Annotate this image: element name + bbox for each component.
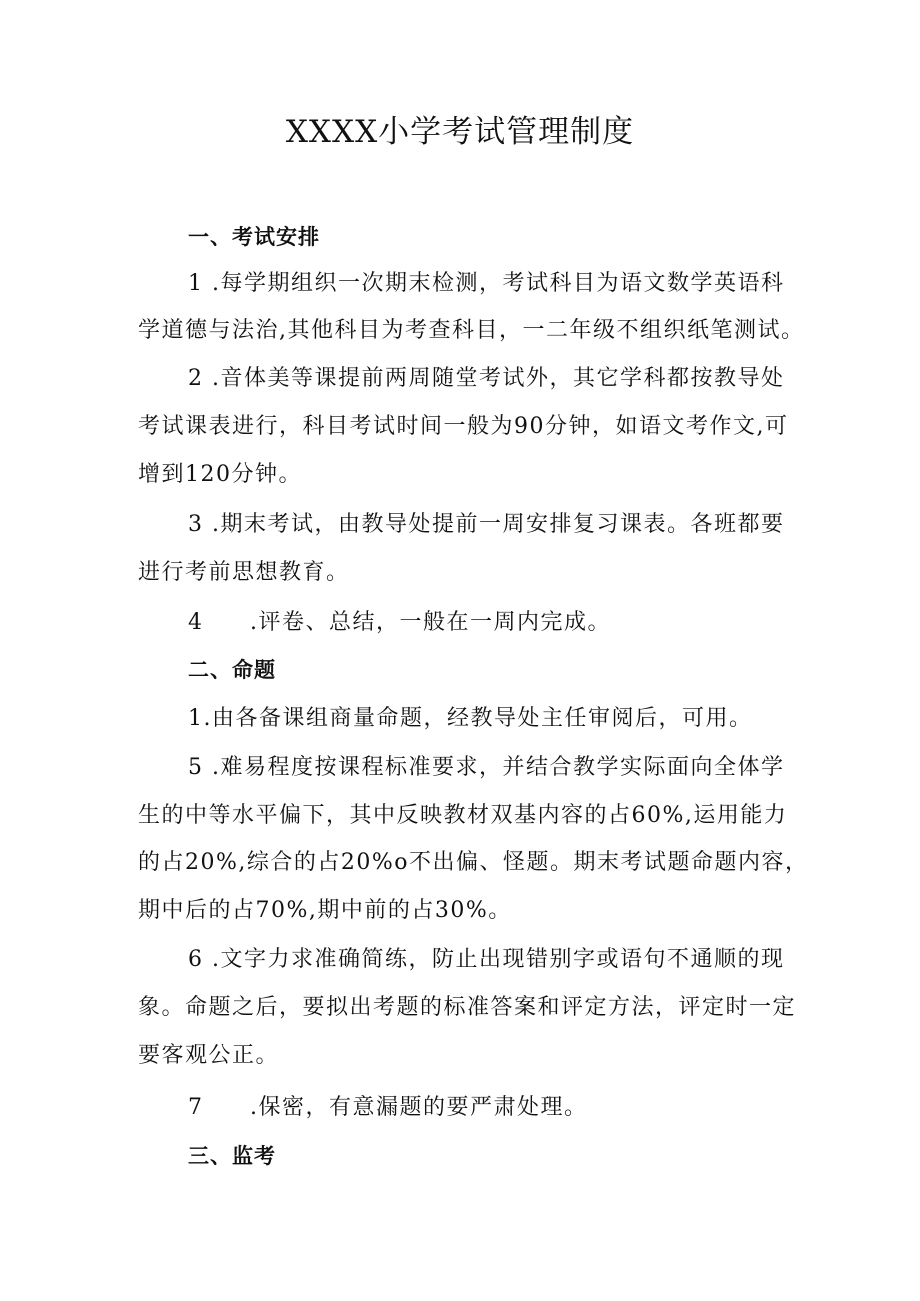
paragraph-line: 5 .难易程度按课程标准要求，并结合教学实际面向全体学 (188, 755, 785, 780)
paragraph-line: 要客观公正。 (138, 1043, 280, 1068)
paragraph-line: 生的中等水平偏下，其中反映教材双基内容的占60%,运用能力 (138, 803, 788, 828)
paragraph-line: 象。命题之后，要拟出考题的标准答案和评定方法，评定时一定 (138, 995, 797, 1020)
section-heading: 三、监考 (188, 1144, 276, 1168)
paragraph-line: 1.由各备课组商量命题，经教导处主任审阅后，可用。 (188, 706, 753, 731)
paragraph-line: 增到120分钟。 (138, 462, 302, 487)
paragraph-line: 6 .文字力求准确简练，防止出现错别字或语句不通顺的现 (188, 947, 785, 972)
section-heading: 一、考试安排 (188, 225, 320, 249)
paragraph-line: 的占20%,综合的占20%o不出偏、怪题。期末考试题命题内容， (138, 850, 809, 875)
paragraph-line: 考试课表进行，科目考试时间一般为90分钟，如语文考作文,可 (138, 414, 789, 439)
list-item-number: 7 (188, 1095, 204, 1120)
list-item-number: 4 (188, 610, 204, 635)
list-item (188, 608, 611, 638)
paragraph-line: 期中后的占70%,期中前的占30%。 (138, 898, 512, 923)
list-item (188, 1093, 588, 1123)
section-heading: 二、命题 (188, 658, 276, 682)
document-title: XXXX小学考试管理制度 (285, 114, 635, 150)
paragraph-line: 学道德与法治,其他科目为考查科目，一二年级不组织纸笔测试。 (138, 318, 805, 343)
paragraph-line: 2 .音体美等课提前两周随堂考试外，其它学科都按教导处 (188, 366, 785, 391)
list-item-text: .评卷、总结，一般在一周内完成。 (250, 610, 611, 635)
list-item-text: .保密，有意漏题的要严肃处理。 (250, 1095, 588, 1120)
paragraph-line: 进行考前思想教育。 (138, 560, 350, 585)
paragraph-line: 1 .每学期组织一次期末检测，考试科目为语文数学英语科 (188, 271, 785, 296)
paragraph-line: 3 .期末考试，由教导处提前一周安排复习课表。各班都要 (188, 512, 785, 537)
